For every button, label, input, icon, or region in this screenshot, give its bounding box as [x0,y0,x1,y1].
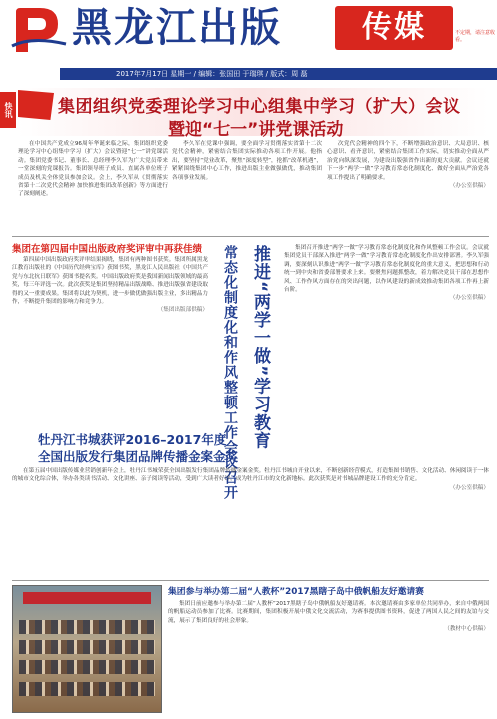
headline-line1: 集团组织党委理论学习中心组集中学习（扩大）会议 [58,97,461,117]
divider [12,580,489,581]
dateline: 2017年7月17日 星期一 / 编辑：张国田 于瑞琪 / 版式：周 磊 [60,68,497,80]
slogan: 不定期，请注意收看。 [455,30,496,43]
publishing-logo-icon [10,6,70,56]
article3-title-line1: 牡丹江书城获评2016–2017年度 [38,432,227,447]
divider [12,236,489,237]
article3-body: 在第五届中国出版传媒业营销创新年会上，牡丹江书城荣获全国出版发行集团品牌传播金案金奖。牡丹江书城自开业以来，不断创新经营模式，打造集图书销售、文化活动、休闲阅读于一体的城市文化综合体，举办各类读书活动、文化讲座、亲子阅读等活动，受到广大读者好评，成为牡丹江市的文化新地标。此次获奖是对书城品牌建设工作的充分肯定。 （办公室供稿） [12,468,489,491]
paper-name: 黑龙江出版 [72,4,282,51]
section-tab: 快讯 [0,92,16,128]
brand-badge: 传媒 [335,6,453,50]
article4-title-col2: 常态化制度化和作风整顿工作会议召开 [222,245,238,500]
article2-body: 第四届中国出版政府奖评审结果揭晓，集团有两种图书获奖。集团所属黑龙江教育出版社的《中国历代经典宝库》获图书奖，黑龙江人民出版社《中国共产党与东北抗日联军》获图书提名奖。中国出版政府奖是我国新闻出版领域的最高奖，每三年评选一次。此次获奖是集团坚持精品出版战略、推进出版强省建设取得的又一重要成果。集团将以此为契机，进一步做优做强出版主业，多出精品力作，不断提升集团的影响力和竞争力。 （集团出版部供稿） [12,257,208,314]
article4-source: （办公室供稿） [449,295,489,302]
masthead [0,0,497,64]
party-flag-icon [18,90,54,120]
article4-title-col1: 推进“两学一做”学习教育 [250,245,270,450]
article3-source: （办公室供稿） [449,484,489,491]
article1-col2: 李久军在党课中强调，要全面学习贯彻落实省第十二次党代会精神，紧密结合集团实际推动各项工作开展。他指出，要坚持“党业改革，聚焦“深度转型”，抢抓“改革机遇”，紧紧围绕集团中心工作，推进出版主业做强做优，推动集团各项事业发展。 [172,141,322,181]
article3-title-line2: 全国出版发行集团品牌传播金案金奖 [38,449,239,464]
article5-title: 集团参与举办第二届“人教杯”2017黑瞎子岛中俄帆船友好邀请赛 [168,587,424,597]
headline-banner [18,88,488,140]
article2-title: 集团在第四届中国出版政府奖评审中再获佳绩 [12,244,203,255]
article2-source: （集团出版部供稿） [157,307,208,314]
article5-body: 集团日前应邀参与举办第二届“人教杯”2017黑瞎子岛中俄帆船友好邀请赛。本次邀请赛由多家单位共同举办，来自中俄两国的帆船运动员参加了比赛。比赛期间，集团积极开展中俄文化交流活动，为赛事提供图书资料，促进了两国人民之间的友谊与交流，展示了集团良好的社会形象。 （教材中心供稿） [168,601,489,633]
headline-line2: 暨迎“七一”讲党课活动 [168,120,344,140]
article5-source: （教材中心供稿） [444,626,489,633]
article1-col3: 次党代会精神的四个下，不断增强政治意识、大局意识、核心意识、看齐意识，紧密结合集团工作实际，切实推动全面从严治党向纵深发展，为建设出版强省作出新的更大贡献。会议还就下一步“两学一做”学习教育常态化制度化、做好全面从严治党各项工作提出了明确要求。 （办公室供稿） [327,141,489,190]
sailing-event-photo [12,585,162,713]
article4-body: 集团召开推进“两学一做”学习教育常态化制度化和作风整顿工作会议。会议就集团党员干部深入推进“两学一做”学习教育常态化制度化作出安排部署。李久军强调，要深刻认识推进“两学一做”学习教育常态化制度化的重大意义，把思想和行动统一到中央和省委部署要求上来。要聚焦问题抓整改，着力解决党员干部在思想作风、工作作风方面存在的突出问题，以作风建设的新成效推动集团各项工作再上新台阶。 （办公室供稿） [284,245,489,302]
article1-col1: 在中国共产党成立96周年华诞来临之际，集团组织党委理论学习中心组集中学习（扩大）会议暨迎“七一”讲党课活动。集团党委书记、董事长、总经理李久军为广大党员带来一堂深刻的党课报告。集团领导班子成员、直属各单位班子成员及机关全体党员参加会议。会上，李久军从《贯彻落实省第十二次党代会精神 加快推进集团改革创新》等方面进行了深刻阐述。 [18,141,168,198]
article1-source: （办公室供稿） [449,183,489,190]
